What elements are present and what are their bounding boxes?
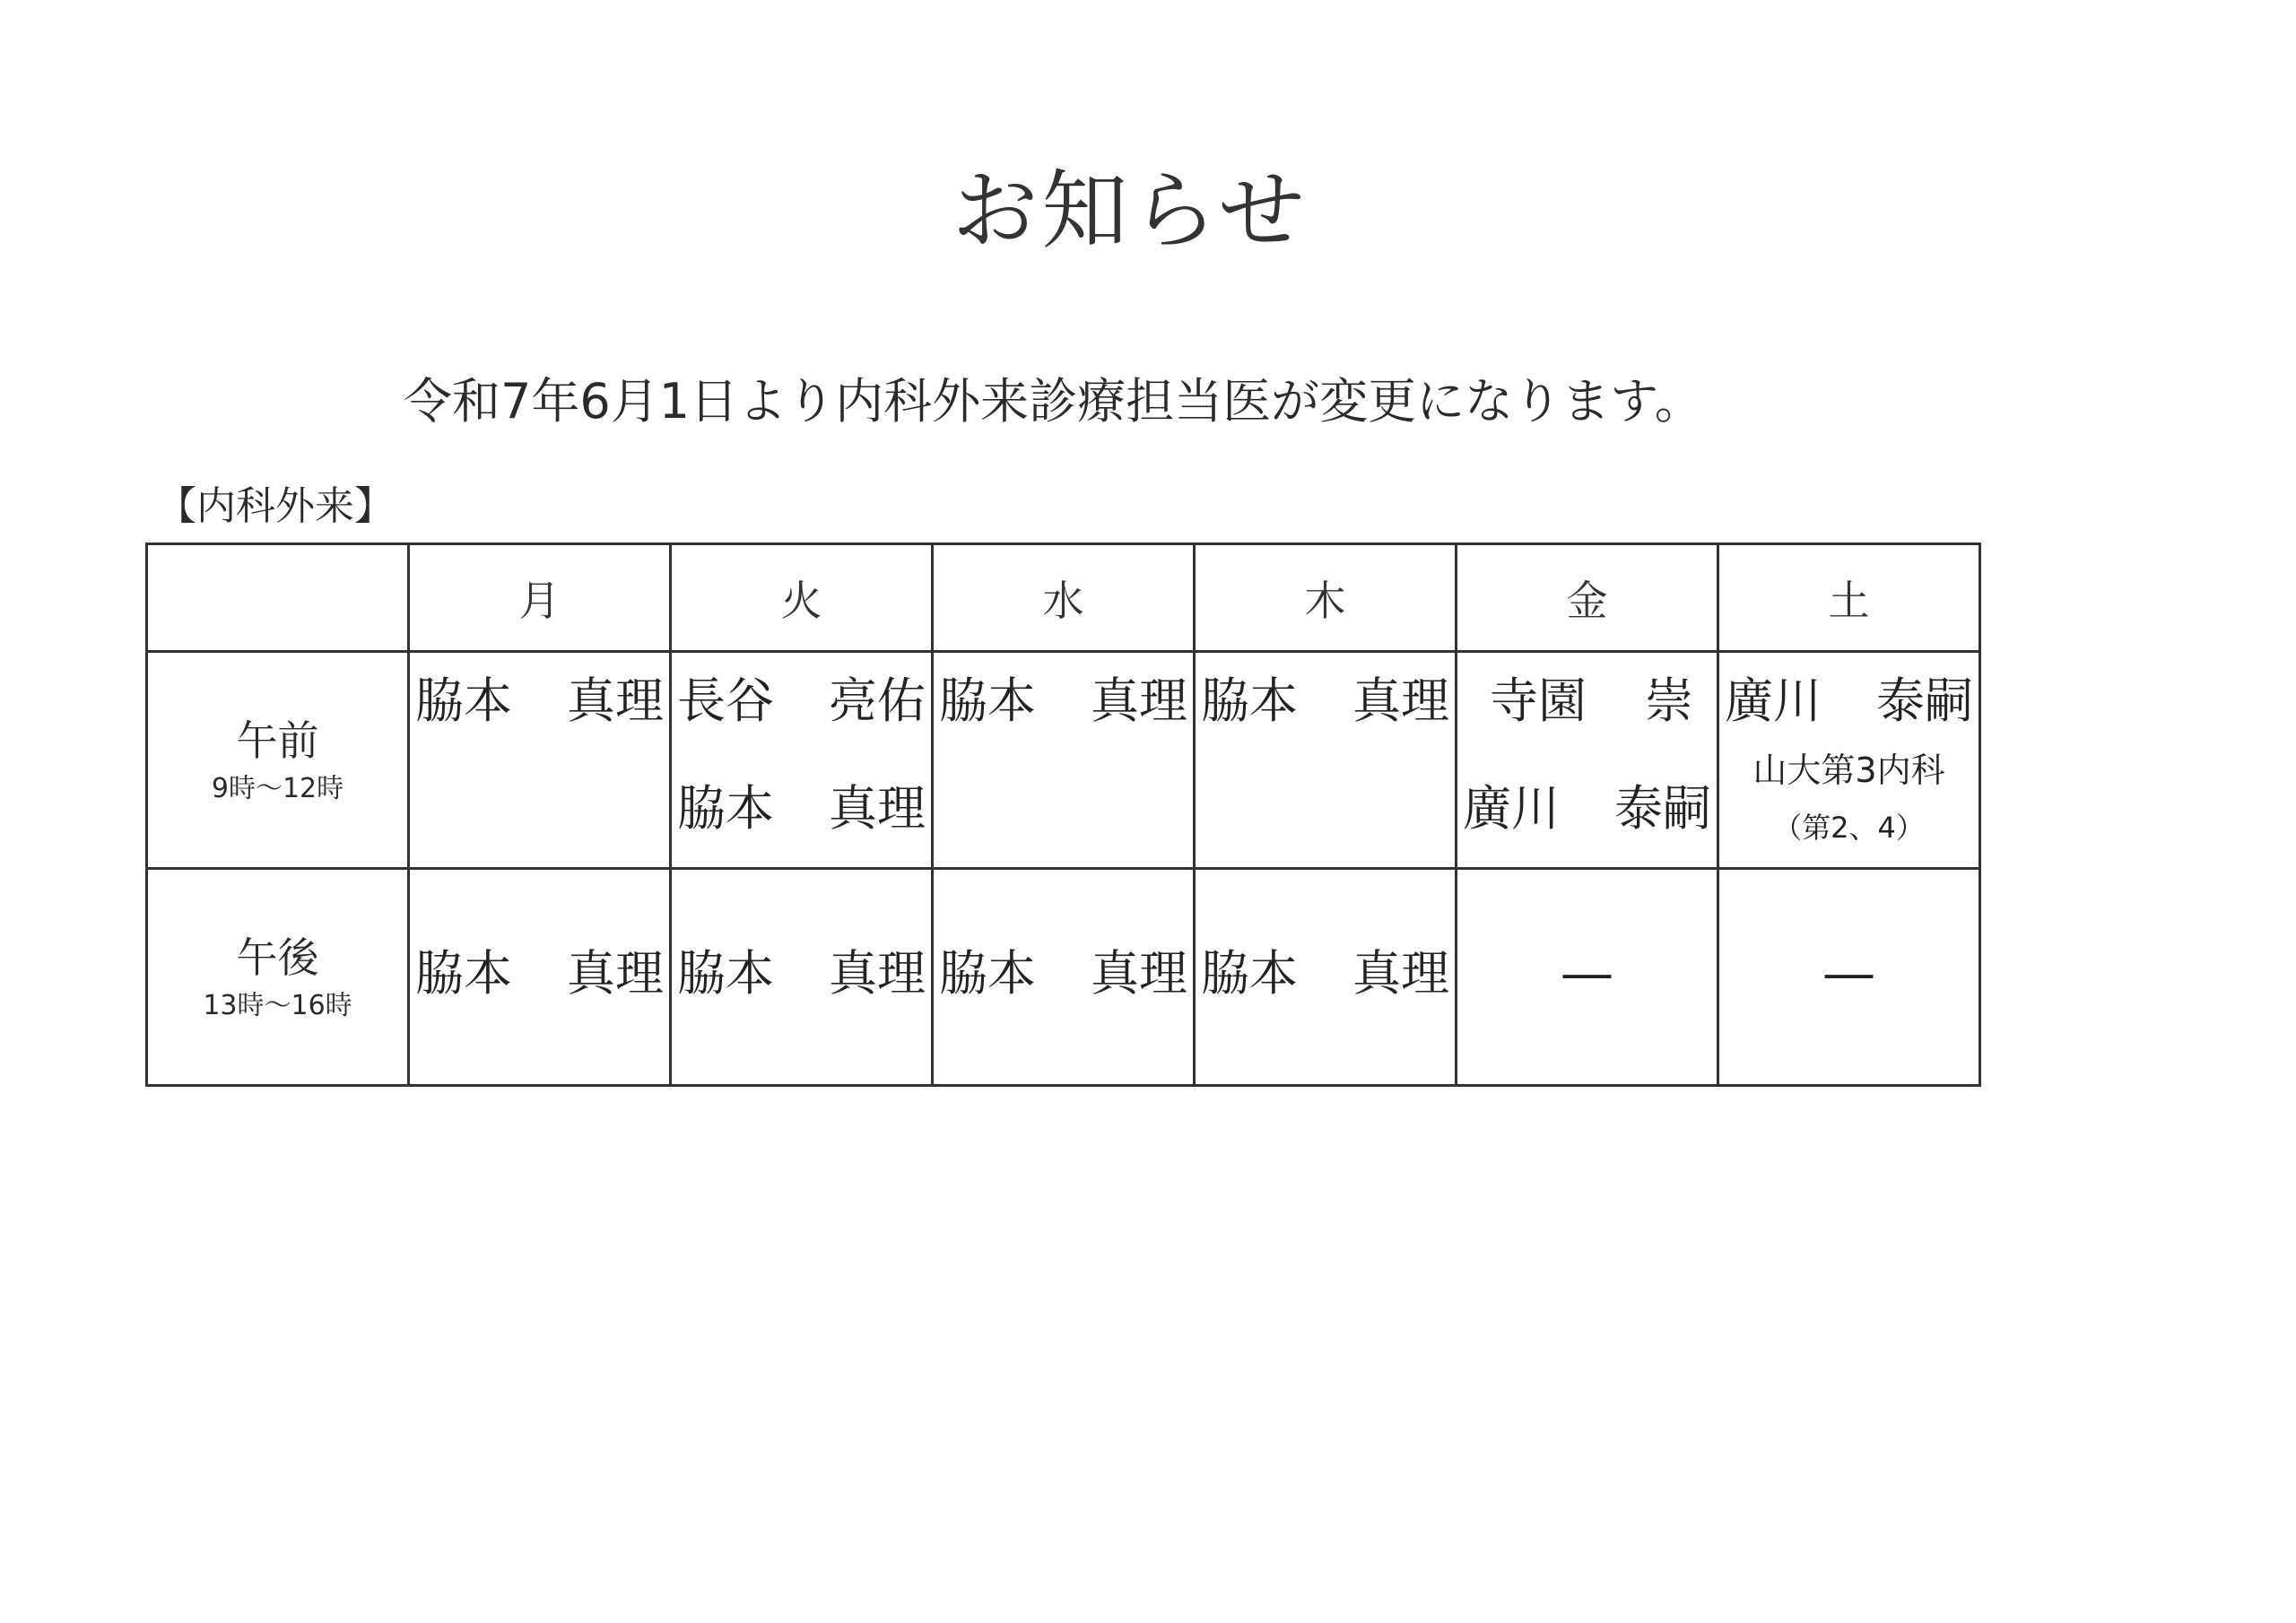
doctor-family-name: 脇本 xyxy=(415,945,512,1002)
slot-pm-tue xyxy=(671,869,933,1086)
doctor-name xyxy=(1196,673,1455,730)
doctor-family-name: 脇本 xyxy=(939,945,1036,1002)
doctor-given-name: 亮佑 xyxy=(829,673,926,729)
doctor-family-name: 廣川 xyxy=(1725,673,1822,729)
day-header-thu: 木 xyxy=(1195,544,1457,652)
day-header-sat: 土 xyxy=(1718,544,1980,652)
slot-pm-mon xyxy=(409,869,671,1086)
doctor-family-name: 廣川 xyxy=(1463,780,1560,837)
slot-am-tue xyxy=(671,652,933,869)
doctor-family-name: 脇本 xyxy=(677,945,774,1002)
day-header-mon: 月 xyxy=(409,544,671,652)
doctor-name xyxy=(1196,945,1455,1002)
slot-pm-wed xyxy=(933,869,1195,1086)
slot-pm-sat xyxy=(1718,869,1980,1086)
doctor-given-name: 泰嗣 xyxy=(1614,780,1711,837)
doctor-name xyxy=(672,780,931,838)
period-cell-pm xyxy=(147,869,409,1086)
day-header-fri: 金 xyxy=(1457,544,1718,652)
header-row xyxy=(147,544,1980,652)
afternoon-row xyxy=(147,869,1980,1086)
doctor-given-name: 真理 xyxy=(567,945,664,1002)
notice-text: 令和7年6月1日より内科外来診療担当医が変更になります。 xyxy=(404,373,1703,430)
slot-am-thu xyxy=(1195,652,1457,869)
doctor-given-name: 真理 xyxy=(1091,945,1187,1002)
doctor-name xyxy=(410,673,669,730)
doctor-given-name: 真理 xyxy=(1352,945,1449,1002)
section-label: 【内科外来】 xyxy=(157,483,394,529)
slot-am-fri xyxy=(1457,652,1718,869)
doctor-name xyxy=(934,673,1193,730)
no-clinic-dash: ― xyxy=(1562,945,1612,1002)
day-header-tue: 火 xyxy=(671,544,933,652)
period-hours-pm: 13時～16時 xyxy=(203,989,352,1021)
page-title: お知らせ xyxy=(952,161,1309,261)
slot-am-sat xyxy=(1718,652,1980,869)
period-name-am: 午前 xyxy=(236,716,319,765)
doctor-given-name: 真理 xyxy=(829,780,926,837)
doctor-family-name: 脇本 xyxy=(1201,945,1298,1002)
doctor-given-name: 泰嗣 xyxy=(1876,673,1973,729)
doctor-family-name: 脇本 xyxy=(677,780,774,837)
doctor-given-name: 真理 xyxy=(567,673,664,729)
outpatient-schedule-table xyxy=(145,542,1981,1087)
doctor-family-name: 寺園 xyxy=(1490,673,1587,729)
doctor-name xyxy=(1457,780,1717,838)
slot-am-wed xyxy=(933,652,1195,869)
doctor-name xyxy=(1719,673,1979,730)
doctor-name xyxy=(672,673,931,730)
slot-pm-thu xyxy=(1195,869,1457,1086)
doctor-family-name: 脇本 xyxy=(1201,673,1298,729)
doctor-given-name: 真理 xyxy=(1352,673,1449,729)
no-clinic-dash: ― xyxy=(1824,945,1874,1002)
period-hours-am: 9時～12時 xyxy=(211,772,344,804)
sat-note-weeks: （第2、4） xyxy=(1773,811,1925,845)
doctor-given-name: 真理 xyxy=(829,945,926,1002)
slot-am-mon xyxy=(409,652,671,869)
morning-row xyxy=(147,652,1980,869)
doctor-given-name: 崇 xyxy=(1645,673,1693,729)
sat-note: 山大第3内科 xyxy=(1752,751,1945,790)
doctor-name xyxy=(934,945,1193,1002)
doctor-family-name: 脇本 xyxy=(939,673,1036,729)
doctor-name xyxy=(410,945,669,1002)
period-cell-am xyxy=(147,652,409,869)
doctor-name xyxy=(672,945,931,1002)
header-corner-cell xyxy=(147,544,409,652)
doctor-family-name: 脇本 xyxy=(415,673,512,729)
period-name-pm: 午後 xyxy=(236,933,319,982)
doctor-family-name: 長谷 xyxy=(677,673,774,729)
doctor-name xyxy=(1457,673,1717,730)
day-header-wed: 水 xyxy=(933,544,1195,652)
slot-pm-fri xyxy=(1457,869,1718,1086)
doctor-given-name: 真理 xyxy=(1091,673,1187,729)
